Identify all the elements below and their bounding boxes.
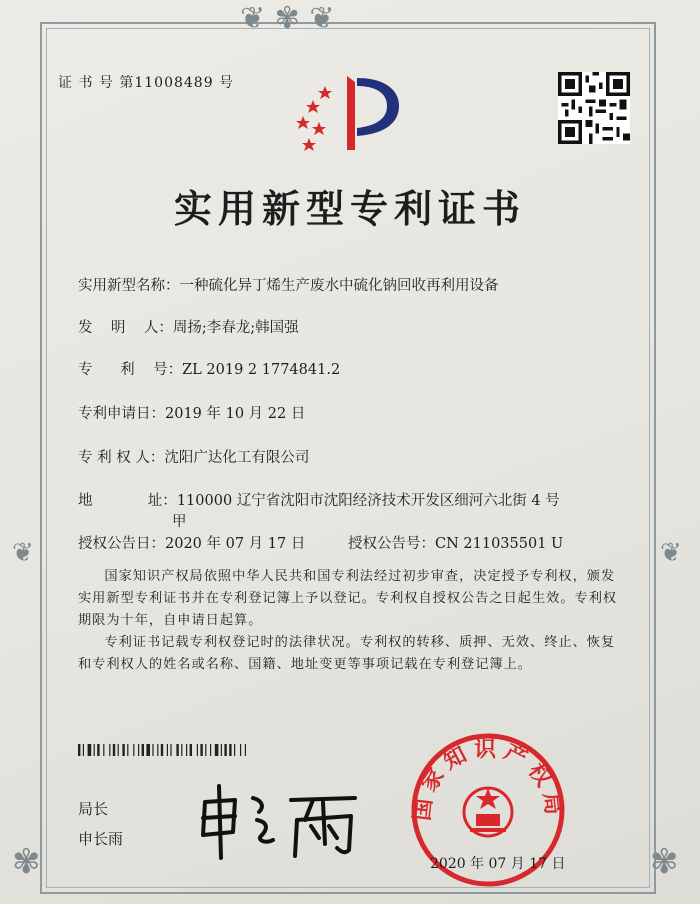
signatory-title: 局长 — [78, 800, 109, 818]
svg-text:国家知识产权局 — [410, 737, 566, 822]
patentee-label: 专 利 权 人： — [78, 450, 165, 466]
inventor-label: 发 明 人： — [78, 320, 173, 336]
patentee-value: 沈阳广达化工有限公司 — [164, 450, 310, 466]
utility-model-name-value: 一种硫化异丁烯生产废水中硫化钠回收再利用设备 — [179, 278, 499, 294]
application-date-label: 专利申请日： — [78, 406, 165, 422]
grant-number-value: CN 211035501 U — [435, 536, 564, 552]
border-ornament-right: ❦ — [660, 538, 682, 568]
legal-status-statement: 专利证书记载专利权登记时的法律状况。专利权的转移、质押、无效、终止、恢复和专利权人的姓名或名称、国籍、地址变更等事项记载在专利登记簿上。 — [78, 635, 616, 672]
barcode — [78, 744, 348, 756]
certificate-number: 证 书 号 第11008489 号 — [58, 75, 235, 91]
inventor-value: 周扬;李春龙;韩国强 — [172, 320, 299, 336]
border-ornament-top: ❦ ✾ ❦ — [240, 1, 335, 36]
border-ornament-bottom-right: ✾ — [650, 842, 679, 882]
application-date-value: 2019 年 10 月 22 日 — [165, 406, 306, 422]
utility-model-name-label: 实用新型名称： — [78, 278, 180, 294]
grant-date-value: 2020 年 07 月 17 日 — [165, 536, 306, 552]
address-value: 110000 辽宁省沈阳市沈阳经济技术开发区细河六北街 4 号 — [176, 493, 560, 509]
border-ornament-left: ❦ — [12, 538, 34, 568]
qr-code — [558, 72, 630, 144]
patent-office-logo — [295, 72, 405, 152]
certificate-title: 实用新型专利证书 — [173, 186, 526, 231]
border-ornament-bottom-left: ✾ — [12, 842, 41, 882]
address-row — [78, 489, 560, 510]
address-label: 地 址： — [78, 493, 177, 509]
grant-number-row — [348, 532, 563, 553]
handwritten-signature — [195, 780, 365, 860]
utility-model-name-row — [78, 274, 499, 295]
address-value-continued: 甲 — [172, 514, 187, 530]
inventor-row — [78, 316, 299, 337]
seal-text: 国家知识产权局 — [409, 737, 567, 823]
grant-number-label: 授权公告号： — [348, 536, 435, 552]
grant-statement: 国家知识产权局依照中华人民共和国专利法经过初步审查，决定授予专利权，颁发实用新型专利证书并在专利登记簿上予以登记。专利权自授权公告之日起生效。专利权期限为十年，自申请日起算。 — [78, 569, 618, 628]
application-date-row — [78, 402, 305, 423]
patentee-row — [78, 446, 309, 467]
seal-date: 2020 年 07 月 17 日 — [430, 856, 566, 872]
patent-number-label: 专 利 号： — [78, 362, 183, 378]
patent-number-value: ZL 2019 2 1774841.2 — [182, 362, 341, 378]
grant-date-row — [78, 532, 305, 553]
grant-date-label: 授权公告日： — [78, 536, 165, 552]
patent-number-row — [78, 358, 340, 379]
signatory-name: 申长雨 — [78, 830, 124, 848]
